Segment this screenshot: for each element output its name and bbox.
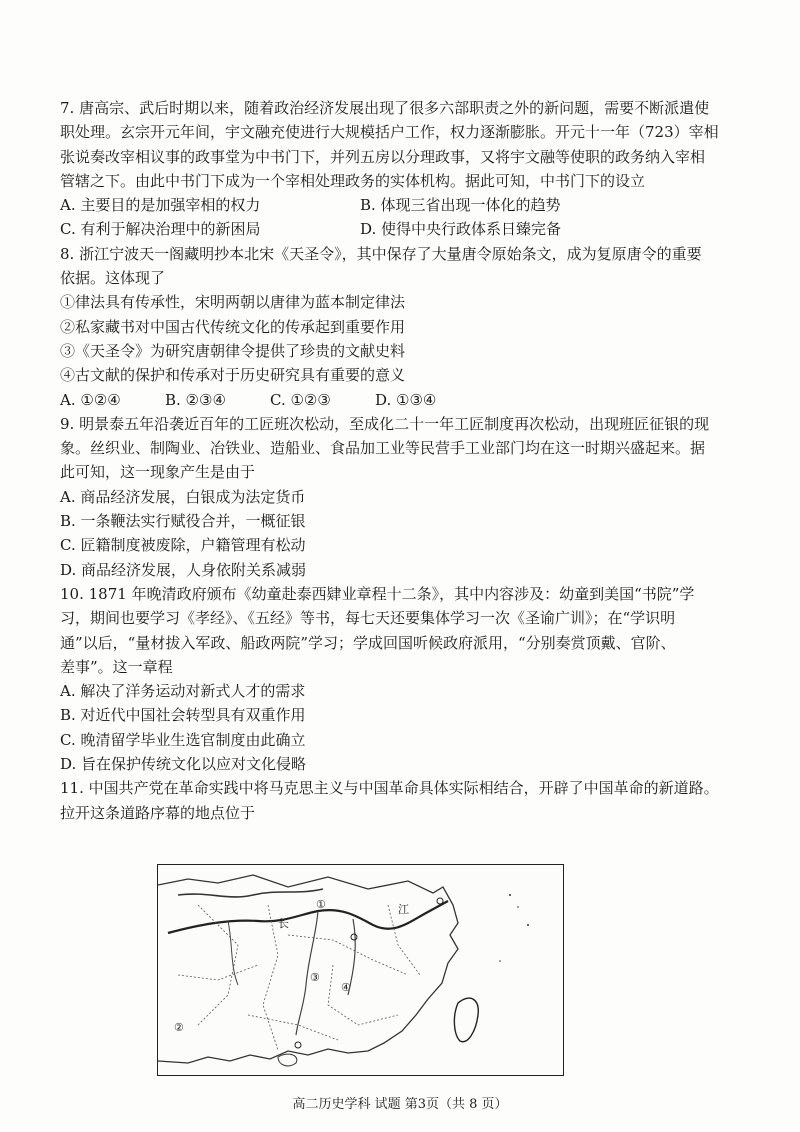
taiwan-island [454, 998, 478, 1042]
q8-options-row [60, 388, 750, 412]
question-8 [60, 242, 750, 412]
q10-option-c: C. 晚清留学毕业生选官制度由此确立 [60, 730, 306, 749]
small-islands [499, 894, 529, 962]
question-9 [60, 412, 750, 582]
q7-option-c: C. 有利于解决治理中的新困局 [60, 220, 261, 239]
q8-option-d: D. ①③④ [375, 390, 437, 409]
q8-stem-line: 依据。这体现了 [60, 269, 166, 288]
q10-stem-line: 差事”。这一章程 [60, 657, 173, 676]
china-map-svg [158, 865, 563, 1075]
map-label-jiang: 江 [398, 903, 409, 916]
question-10 [60, 582, 750, 776]
q7-option-b: B. 体现三省出现一体化的趋势 [360, 196, 561, 215]
coastal-islands [278, 1054, 297, 1066]
q11-stem-line: 11. 中国共产党在革命实践中将马克思主义与中国革命具体实际相结合，开辟了中国革命的新道路。 [60, 779, 719, 798]
q10-stem-line: 通”以后，“量材拔入军政、船政两院”学习；学成回国听候政府派用，“分别奏赏顶戴、官阶、 [60, 633, 676, 652]
q10-stem-line: 10. 1871 年晚清政府颁布《幼童赴泰西肄业章程十二条》，其中内容涉及：幼童到美国“书院”学 [60, 584, 695, 603]
q7-stem-line: 7. 唐高宗、武后时期以来，随着政治经济发展出现了很多六部职责之外的新问题，需要不断派遣使 [60, 99, 710, 117]
q8-item-1: ①律法具有传承性，宋明两朝以唐律为蓝本制定律法 [60, 293, 406, 312]
q9-option-d: D. 商品经济发展，人身依附关系减弱 [60, 560, 307, 579]
questions-area [60, 96, 750, 825]
marker-4: ④ [341, 981, 351, 994]
marker-1: ① [316, 898, 326, 911]
q11-map-figure [157, 864, 564, 1076]
q9-option-b: B. 一条鞭法实行赋役合并，一概征银 [60, 512, 306, 531]
province-boundaries [178, 905, 420, 1050]
q11-stem-line: 拉开这条道路序幕的地点位于 [60, 803, 256, 822]
q8-item-2: ②私家藏书对中国古代传统文化的传承起到重要作用 [60, 317, 406, 336]
q9-stem-line: 9. 明景泰五年沿袭近百年的工匠班次松动，至成化二十一年工匠制度再次松动，出现班匠征银的现 [60, 414, 710, 433]
q7-stem-line: 职处理。玄宗开元年间，宇文融充使进行大规模括户工作，权力逐渐膨胀。开元十一年（723）宰相 [60, 123, 719, 142]
q7-option-d: D. 使得中央行政体系日臻完备 [360, 220, 562, 239]
q7-options-row [60, 193, 750, 217]
q8-option-c: C. ①②③ [270, 390, 331, 409]
q9-stem-line: 此可知，这一现象产生是由于 [60, 463, 256, 482]
q7-option-a: A. 主要目的是加强宰相的权力 [60, 196, 261, 215]
map-label-chang: 长 [278, 917, 289, 930]
q7-stem-line: 管辖之下。由此中书门下成为一个宰相处理政务的实体机构。据此可知，中书门下的设立 [60, 171, 646, 190]
page-footer: 高二历史学科 试题 第3页（共 8 页） [292, 1097, 508, 1112]
q8-item-3: ③《天圣令》为研究唐朝律令提供了珍贵的文献史料 [60, 341, 406, 360]
question-7 [60, 96, 750, 242]
question-11 [60, 776, 750, 825]
q9-option-a: A. 商品经济发展，白银成为法定货币 [60, 487, 306, 506]
marker-3: ③ [310, 971, 320, 984]
q8-option-b: B. ②③④ [165, 390, 226, 409]
marker-2: ② [174, 1021, 184, 1034]
yellow-river [178, 889, 323, 897]
q8-item-4: ④古文献的保护和传承对于历史研究具有重要的意义 [60, 366, 406, 385]
q9-stem-line: 象。丝织业、制陶业、冶铁业、造船业、食品加工业等民营手工业部门均在这一时期兴盛起来。据 [60, 439, 706, 458]
q10-option-b: B. 对近代中国社会转型具有双重作用 [60, 706, 306, 725]
q10-stem-line: 习，期间也要学习《孝经》、《五经》等书，每七天还要集体学习一次《圣谕广训》；在“学识明 [60, 609, 676, 628]
q9-option-c: C. 匠籍制度被废除，户籍管理有松动 [60, 536, 306, 555]
q8-option-a: A. ①②④ [60, 390, 121, 409]
q10-option-a: A. 解决了洋务运动对新式人才的需求 [60, 682, 306, 701]
q10-option-d: D. 旨在保护传统文化以应对文化侵略 [60, 755, 307, 774]
q7-options-row [60, 217, 750, 241]
q8-stem-line: 8. 浙江宁波天一阁藏明抄本北宋《天圣令》，其中保存了大量唐令原始条文，成为复原唐令的重要 [60, 244, 702, 263]
q7-stem-line: 张说奏改宰相议事的政事堂为中书门下，并列五房以分理政事，又将宇文融等使职的政务纳入宰相 [60, 147, 706, 166]
